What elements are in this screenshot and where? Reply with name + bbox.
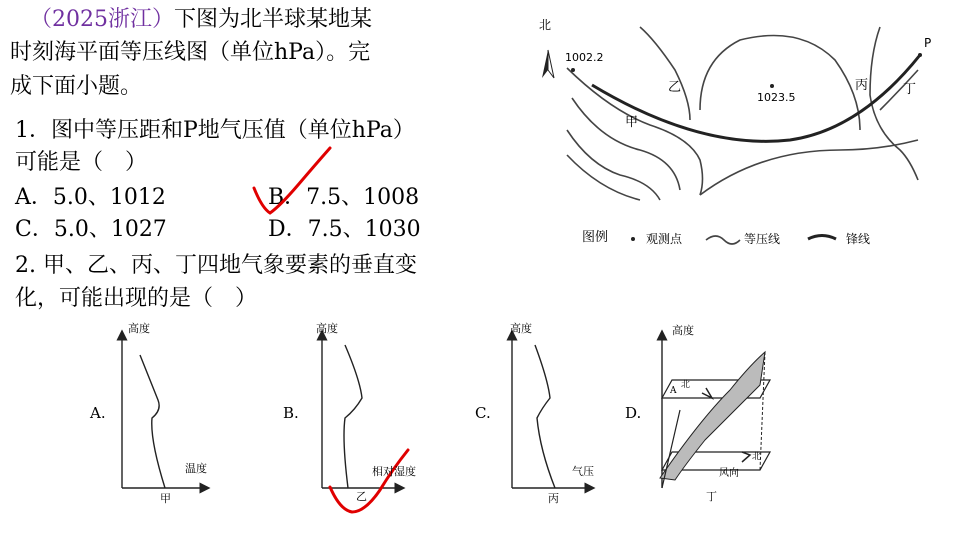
graph-d-letter: D. [625,404,642,422]
map-label-1002: 1002.2 [565,51,604,64]
check-mark-q2 [330,450,408,512]
legend-isobar-label: 等压线 [744,232,781,246]
graph-b-ylabel: 高度 [316,322,338,335]
graph-d [660,335,770,488]
intro-line3: 成下面小题。 [10,74,143,99]
graph-b-place: 乙 [356,490,367,503]
graph-c-letter: C. [475,404,491,422]
q1-option-a: A．5.0、1012 [15,185,166,210]
graph-a-ylabel: 高度 [128,322,150,335]
graph-c-curve [535,345,555,488]
graph-a-xlabel: 温度 [185,462,207,475]
graph-d-place: 丁 [706,490,717,503]
q1-stem-line2: 可能是（ ） [15,150,148,175]
graph-a-letter: A. [90,404,106,422]
source-tag: （2025浙江） [30,7,174,32]
graph-d-a-label: A [670,386,677,396]
map-north-label: 北 [539,18,552,32]
map-label-P: P [924,36,932,50]
q1-stem-line1: 1．图中等压距和P地气压值（单位hPa） [15,118,415,143]
q1-option-d: D．7.5、1030 [268,217,421,242]
q2-stem-line1: 2. 甲、乙、丙、丁四地气象要素的垂直变 [15,253,417,278]
intro-line2: 时刻海平面等压线图（单位hPa）。完 [10,40,371,65]
map-label-bing: 丙 [855,78,869,93]
legend-title: 图例 [582,230,609,245]
graph-b-curve [344,345,362,488]
map-label-yi: 乙 [668,80,682,95]
graph-d-north-upper: 北 [681,380,691,390]
q1-option-b: B．7.5、1008 [268,185,420,210]
graph-a-curve [140,355,165,488]
graph-d-wind-label: 风向 [719,468,739,479]
q2-stem-line2: 化，可能出现的是（ ） [15,286,258,311]
map-label-ding: 丁 [903,82,917,97]
graph-b-letter: B. [283,404,299,422]
legend-front-label: 锋线 [846,232,871,246]
intro-line1-rest: 下图为北半球某地某 [174,7,373,32]
graph-c-place: 丙 [548,492,559,505]
q1-option-c: C．5.0、1027 [15,217,167,242]
graph-b-xlabel: 相对湿度 [372,465,416,478]
graph-c-ylabel: 高度 [510,322,532,335]
graph-b [322,335,408,512]
graph-d-north-lower: 北 [752,452,762,462]
legend-station-label: 观测点 [646,232,683,246]
map-label-1023: 1023.5 [757,91,796,104]
graph-d-ylabel: 高度 [672,324,694,337]
map-label-jia: 甲 [625,115,639,130]
graph-a-place: 甲 [160,492,171,505]
graph-c-xlabel: 气压 [572,465,594,478]
